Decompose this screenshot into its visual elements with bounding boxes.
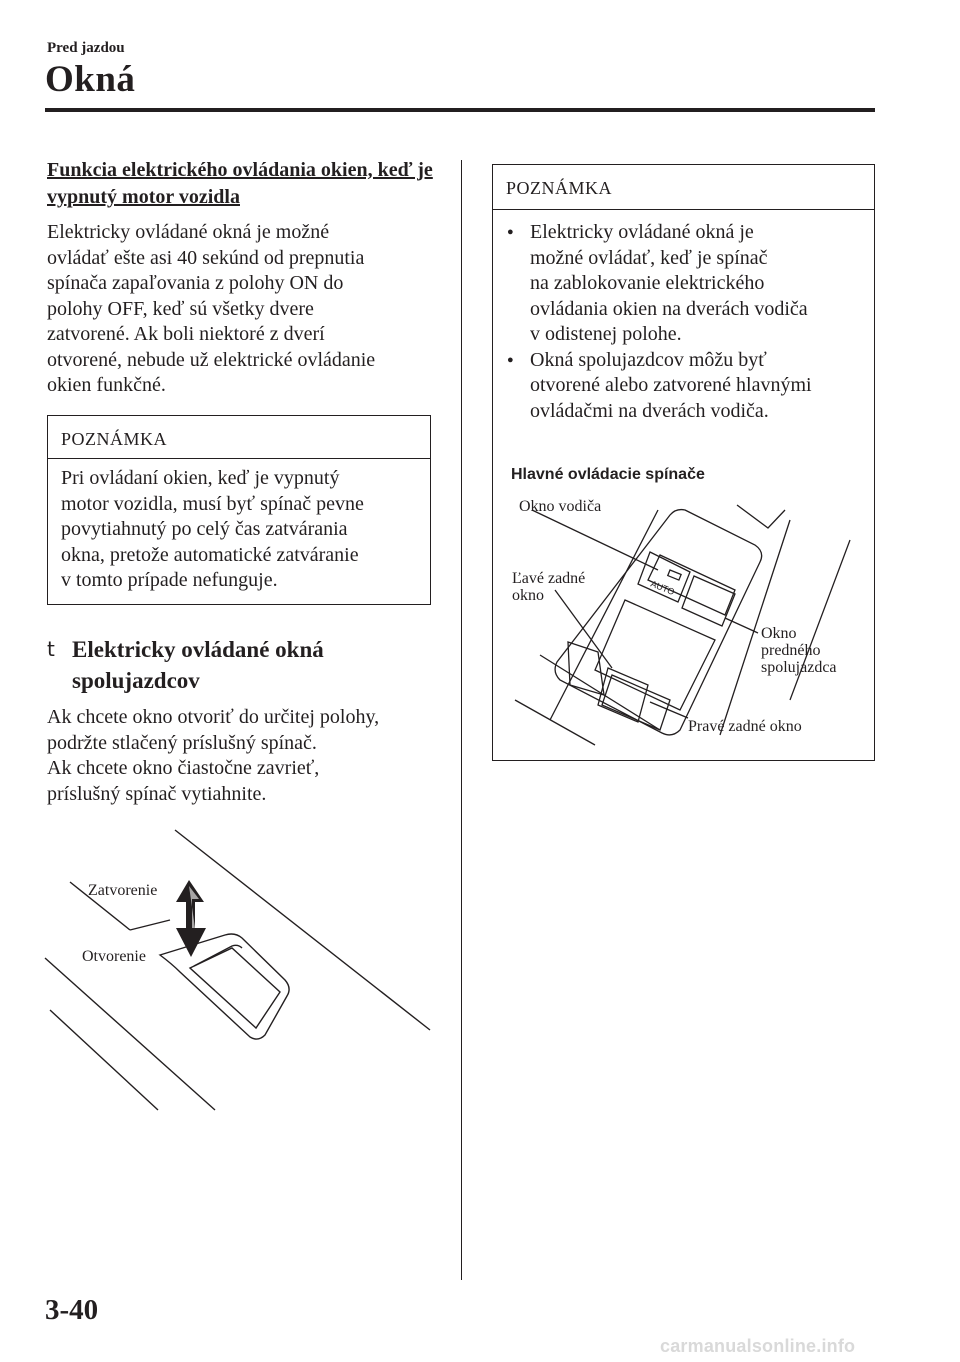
door-trim-line: [50, 1010, 158, 1110]
note-heading: POZNÁMKA: [48, 416, 430, 459]
note-bullet: ● Okná spolujazdcov môžu byť otvorené alebo zatvorené hlavnými ovládačmi na dverách vodiča.: [506, 348, 866, 425]
master-switch-figure: [500, 490, 870, 750]
section-body: Ak chcete okno otvoriť do určitej polohy, podržte stlačený príslušný spínač. Ak chcete okno čiastočne zavrieť, príslušný spínač vytiahnite.: [47, 706, 380, 805]
door-trim-line: [737, 505, 785, 528]
subsection-body: Elektricky ovládané okná je možné ovládať ešte asi 40 sekúnd od prepnutia spínača zapaľovania z polohy ON do polohy OFF, keď sú všetky dvere zatvorené. Ak boli niektoré z dverí otvorené, nebude už elektrické ovládanie okien funkčné.: [47, 221, 376, 396]
switch-edge: [194, 945, 242, 966]
column-divider: [461, 160, 462, 1280]
note-box-left: [47, 415, 431, 605]
leader-line: [532, 510, 658, 570]
section-heading-text: Elektricky ovládané okná spolujazdcov: [72, 637, 324, 693]
auto-text: AUTO: [649, 578, 677, 598]
section-marker: t: [47, 637, 55, 661]
door-trim-line: [130, 920, 170, 930]
door-trim-line: [175, 830, 430, 1030]
subsection-heading: Funkcia elektrického ovládania okien, keď je vypnutý motor vozidla: [47, 159, 433, 208]
window-switch: [190, 948, 280, 1028]
rear-right-window-label: Pravé zadné okno: [688, 718, 802, 735]
open-label: Otvorenie: [82, 948, 146, 965]
door-trim-line: [790, 540, 850, 700]
note-bullet-list: [506, 220, 866, 424]
title-rule: [45, 108, 875, 112]
section-label: Pred jazdou: [47, 40, 125, 56]
note-bullet: ● Elektricky ovládané okná je možné ovládať, keď je spínač na zablokovanie elektrického ovládania okien na dverách vodiča v odistenej polohe.: [506, 220, 866, 348]
driver-window-label: Okno vodiča: [519, 498, 602, 515]
front-passenger-window-label: Okno predného spolujazdca: [761, 625, 837, 676]
up-down-arrow-icon: [176, 880, 206, 957]
note-heading: POZNÁMKA: [493, 165, 874, 210]
note-text: Pri ovládaní okien, keď je vypnutý motor vozidla, musí byť spínač pevne povytiahnutý po celý čas zatvárania okna, pretože automatické zatváranie v tomto prípade nefunguje.: [61, 467, 364, 591]
driver-window-switch: [638, 552, 690, 602]
rear-left-window-label: Ľavé zadné okno: [512, 570, 586, 604]
page-number: 3-40: [45, 1294, 99, 1326]
figure-title: Hlavné ovládacie spínače: [511, 466, 705, 483]
watermark: carmanualsonline.info: [660, 1336, 856, 1356]
passenger-switch-figure: [40, 820, 440, 1120]
lock-indicator: [668, 570, 681, 580]
door-trim-line: [515, 700, 595, 745]
page-title: Okná: [45, 59, 136, 100]
close-label: Zatvorenie: [88, 882, 158, 899]
